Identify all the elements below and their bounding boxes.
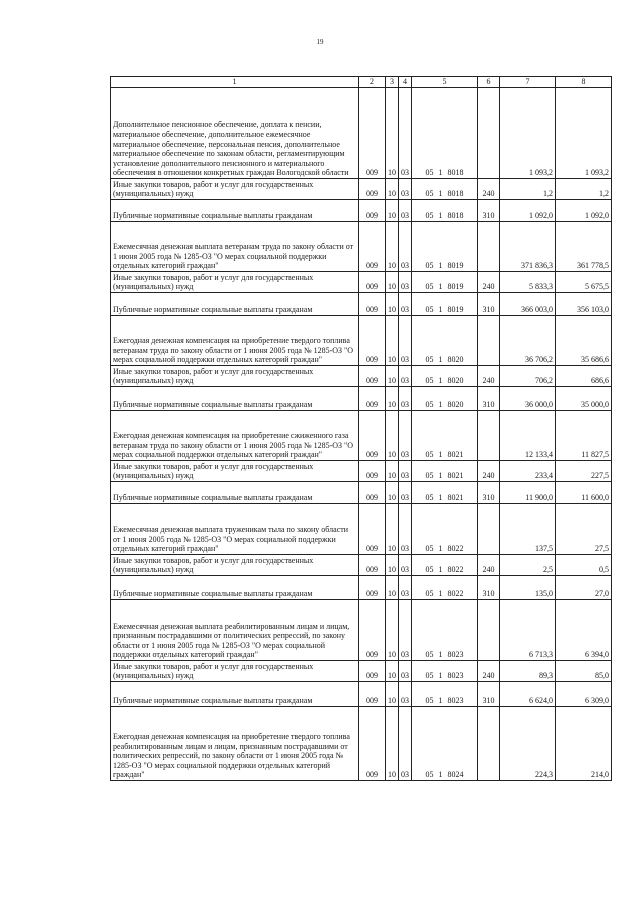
subsection-code: 03 (399, 293, 412, 316)
subsection-code: 03 (399, 682, 412, 707)
expense-type-code: 240 (478, 661, 500, 682)
amount-year-1: 2,5 (500, 555, 556, 576)
amount-year-2: 361 778,5 (556, 222, 612, 272)
target-item-code: 05 1 8024 (412, 707, 478, 781)
section-code: 10 (386, 387, 399, 411)
amount-year-1: 1 092,0 (500, 200, 556, 222)
table-row (111, 504, 612, 555)
amount-year-1: 366 003,0 (500, 293, 556, 316)
table-row (111, 222, 612, 272)
ministry-code: 009 (359, 600, 386, 661)
ministry-code: 009 (359, 682, 386, 707)
amount-year-1: 1 093,2 (500, 88, 556, 179)
section-code: 10 (386, 200, 399, 222)
subsection-code: 03 (399, 707, 412, 781)
amount-year-2: 85,0 (556, 661, 612, 682)
expense-type-code: 240 (478, 366, 500, 387)
table-row (111, 555, 612, 576)
table-row (111, 576, 612, 600)
ministry-code: 009 (359, 179, 386, 200)
row-name: Ежегодная денежная компенсация на приобретение твердого топлива реабилитированным лицам и лицам, признанным пострадавшими от политических репрессий, по закону области от 1 июня 2005 года № 1285-ОЗ "О мерах социальной поддержки отдельных категорий граждан" (111, 707, 359, 781)
subsection-code: 03 (399, 387, 412, 411)
row-name: Ежемесячная денежная выплата труженикам тыла по закону области от 1 июня 2005 года № 1285-ОЗ "О мерах социальной поддержки отдельных категорий граждан" (111, 504, 359, 555)
amount-year-2: 1 093,2 (556, 88, 612, 179)
subsection-code: 03 (399, 576, 412, 600)
section-code: 10 (386, 411, 399, 461)
amount-year-1: 89,3 (500, 661, 556, 682)
section-code: 10 (386, 316, 399, 366)
row-name: Ежегодная денежная компенсация на приобретение твердого топлива ветеранам труда по закону области от 1 июня 2005 года № 1285-ОЗ "О мерах социальной поддержки отдельных категорий граждан" (111, 316, 359, 366)
row-name: Публичные нормативные социальные выплаты гражданам (111, 576, 359, 600)
amount-year-1: 5 833,3 (500, 272, 556, 293)
amount-year-2: 6 309,0 (556, 682, 612, 707)
ministry-code: 009 (359, 504, 386, 555)
row-name: Иные закупки товаров, работ и услуг для государственных (муниципальных) нужд (111, 272, 359, 293)
expense-type-code (478, 88, 500, 179)
ministry-code: 009 (359, 411, 386, 461)
amount-year-1: 6 624,0 (500, 682, 556, 707)
ministry-code: 009 (359, 482, 386, 504)
table-body (111, 88, 612, 781)
table-row (111, 179, 612, 200)
row-name: Публичные нормативные социальные выплаты гражданам (111, 293, 359, 316)
amount-year-1: 233,4 (500, 461, 556, 482)
expense-type-code (478, 707, 500, 781)
amount-year-1: 11 900,0 (500, 482, 556, 504)
table-row (111, 272, 612, 293)
column-header: 2 (359, 77, 386, 88)
amount-year-2: 11 600,0 (556, 482, 612, 504)
ministry-code: 009 (359, 555, 386, 576)
column-header: 1 (111, 77, 359, 88)
table-row (111, 316, 612, 366)
expense-type-code: 240 (478, 272, 500, 293)
table-row (111, 366, 612, 387)
amount-year-2: 11 827,5 (556, 411, 612, 461)
column-header: 7 (500, 77, 556, 88)
page-number: 19 (316, 38, 324, 46)
ministry-code: 009 (359, 707, 386, 781)
row-name: Публичные нормативные социальные выплаты гражданам (111, 482, 359, 504)
row-name: Иные закупки товаров, работ и услуг для государственных (муниципальных) нужд (111, 179, 359, 200)
target-item-code: 05 1 8019 (412, 272, 478, 293)
table-row (111, 387, 612, 411)
column-header: 4 (399, 77, 412, 88)
subsection-code: 03 (399, 316, 412, 366)
amount-year-2: 356 103,0 (556, 293, 612, 316)
column-header: 3 (386, 77, 399, 88)
table-row (111, 661, 612, 682)
section-code: 10 (386, 555, 399, 576)
amount-year-2: 227,5 (556, 461, 612, 482)
ministry-code: 009 (359, 661, 386, 682)
ministry-code: 009 (359, 387, 386, 411)
row-name: Дополнительное пенсионное обеспечение, доплата к пенсии, материальное обеспечение, дополнительное ежемесячное материальное обеспечение, персональная пенсия, дополнительное материальное обеспечение по законам области, регламентирующим установление дополнительного пенсионного и материального обеспечения в отношении конкретных граждан Вологодской области (111, 88, 359, 179)
amount-year-2: 35 000,0 (556, 387, 612, 411)
section-code: 10 (386, 682, 399, 707)
row-name: Иные закупки товаров, работ и услуг для государственных (муниципальных) нужд (111, 461, 359, 482)
target-item-code: 05 1 8023 (412, 661, 478, 682)
row-name: Публичные нормативные социальные выплаты гражданам (111, 200, 359, 222)
target-item-code: 05 1 8022 (412, 504, 478, 555)
expense-type-code: 310 (478, 682, 500, 707)
row-name: Публичные нормативные социальные выплаты гражданам (111, 387, 359, 411)
amount-year-1: 6 713,3 (500, 600, 556, 661)
amount-year-1: 36 000,0 (500, 387, 556, 411)
section-code: 10 (386, 576, 399, 600)
amount-year-1: 224,3 (500, 707, 556, 781)
section-code: 10 (386, 88, 399, 179)
column-header: 6 (478, 77, 500, 88)
target-item-code: 05 1 8022 (412, 555, 478, 576)
amount-year-2: 27,0 (556, 576, 612, 600)
expense-type-code (478, 411, 500, 461)
target-item-code: 05 1 8020 (412, 316, 478, 366)
section-code: 10 (386, 661, 399, 682)
amount-year-2: 1 092,0 (556, 200, 612, 222)
section-code: 10 (386, 366, 399, 387)
target-item-code: 05 1 8021 (412, 411, 478, 461)
target-item-code: 05 1 8018 (412, 200, 478, 222)
ministry-code: 009 (359, 222, 386, 272)
section-code: 10 (386, 482, 399, 504)
target-item-code: 05 1 8020 (412, 387, 478, 411)
column-header: 5 (412, 77, 478, 88)
table-row (111, 600, 612, 661)
section-code: 10 (386, 293, 399, 316)
table-row (111, 461, 612, 482)
ministry-code: 009 (359, 293, 386, 316)
row-name: Ежемесячная денежная выплата реабилитированным лицам и лицам, признанным пострадавшими от политических репрессий, по закону области от 1 июня 2005 года № 1285-ОЗ "О мерах социальной поддержки отдельных категорий граждан" (111, 600, 359, 661)
amount-year-1: 706,2 (500, 366, 556, 387)
target-item-code: 05 1 8019 (412, 293, 478, 316)
ministry-code: 009 (359, 576, 386, 600)
amount-year-2: 0,5 (556, 555, 612, 576)
table-row (111, 707, 612, 781)
section-code: 10 (386, 222, 399, 272)
subsection-code: 03 (399, 222, 412, 272)
target-item-code: 05 1 8021 (412, 482, 478, 504)
subsection-code: 03 (399, 366, 412, 387)
table-row (111, 411, 612, 461)
ministry-code: 009 (359, 200, 386, 222)
table-row (111, 88, 612, 179)
amount-year-2: 27,5 (556, 504, 612, 555)
amount-year-2: 6 394,0 (556, 600, 612, 661)
expense-type-code (478, 600, 500, 661)
section-code: 10 (386, 600, 399, 661)
row-name: Иные закупки товаров, работ и услуг для государственных (муниципальных) нужд (111, 661, 359, 682)
expense-type-code: 310 (478, 576, 500, 600)
target-item-code: 05 1 8018 (412, 88, 478, 179)
subsection-code: 03 (399, 555, 412, 576)
ministry-code: 009 (359, 272, 386, 293)
expense-type-code: 310 (478, 387, 500, 411)
target-item-code: 05 1 8023 (412, 682, 478, 707)
amount-year-2: 5 675,5 (556, 272, 612, 293)
amount-year-1: 137,5 (500, 504, 556, 555)
target-item-code: 05 1 8021 (412, 461, 478, 482)
subsection-code: 03 (399, 88, 412, 179)
subsection-code: 03 (399, 661, 412, 682)
table-row (111, 682, 612, 707)
column-header: 8 (556, 77, 612, 88)
expense-type-code (478, 222, 500, 272)
table-header-row (111, 77, 612, 88)
expense-type-code: 240 (478, 555, 500, 576)
amount-year-2: 686,6 (556, 366, 612, 387)
expense-type-code: 310 (478, 293, 500, 316)
amount-year-1: 135,0 (500, 576, 556, 600)
amount-year-1: 36 706,2 (500, 316, 556, 366)
budget-table (110, 76, 612, 781)
subsection-code: 03 (399, 200, 412, 222)
row-name: Публичные нормативные социальные выплаты гражданам (111, 682, 359, 707)
target-item-code: 05 1 8023 (412, 600, 478, 661)
section-code: 10 (386, 504, 399, 555)
row-name: Ежегодная денежная компенсация на приобретение сжиженного газа ветеранам труда по закону области от 1 июня 2005 года № 1285-ОЗ "О мерах социальной поддержки отдельных категорий граждан" (111, 411, 359, 461)
section-code: 10 (386, 461, 399, 482)
amount-year-2: 1,2 (556, 179, 612, 200)
subsection-code: 03 (399, 179, 412, 200)
row-name: Иные закупки товаров, работ и услуг для государственных (муниципальных) нужд (111, 555, 359, 576)
subsection-code: 03 (399, 411, 412, 461)
subsection-code: 03 (399, 461, 412, 482)
expense-type-code: 310 (478, 482, 500, 504)
subsection-code: 03 (399, 482, 412, 504)
table-row (111, 200, 612, 222)
row-name: Ежемесячная денежная выплата ветеранам труда по закону области от 1 июня 2005 года № 1285-ОЗ "О мерах социальной поддержки отдельных категорий граждан" (111, 222, 359, 272)
amount-year-2: 35 686,6 (556, 316, 612, 366)
table-row (111, 482, 612, 504)
expense-type-code (478, 504, 500, 555)
subsection-code: 03 (399, 504, 412, 555)
expense-type-code (478, 316, 500, 366)
amount-year-1: 12 133,4 (500, 411, 556, 461)
expense-type-code: 240 (478, 461, 500, 482)
target-item-code: 05 1 8022 (412, 576, 478, 600)
ministry-code: 009 (359, 316, 386, 366)
section-code: 10 (386, 272, 399, 293)
amount-year-2: 214,0 (556, 707, 612, 781)
row-name: Иные закупки товаров, работ и услуг для государственных (муниципальных) нужд (111, 366, 359, 387)
amount-year-1: 371 836,3 (500, 222, 556, 272)
ministry-code: 009 (359, 366, 386, 387)
amount-year-1: 1,2 (500, 179, 556, 200)
expense-type-code: 240 (478, 179, 500, 200)
ministry-code: 009 (359, 461, 386, 482)
subsection-code: 03 (399, 272, 412, 293)
section-code: 10 (386, 179, 399, 200)
ministry-code: 009 (359, 88, 386, 179)
target-item-code: 05 1 8018 (412, 179, 478, 200)
target-item-code: 05 1 8019 (412, 222, 478, 272)
table-row (111, 293, 612, 316)
target-item-code: 05 1 8020 (412, 366, 478, 387)
expense-type-code: 310 (478, 200, 500, 222)
section-code: 10 (386, 707, 399, 781)
subsection-code: 03 (399, 600, 412, 661)
